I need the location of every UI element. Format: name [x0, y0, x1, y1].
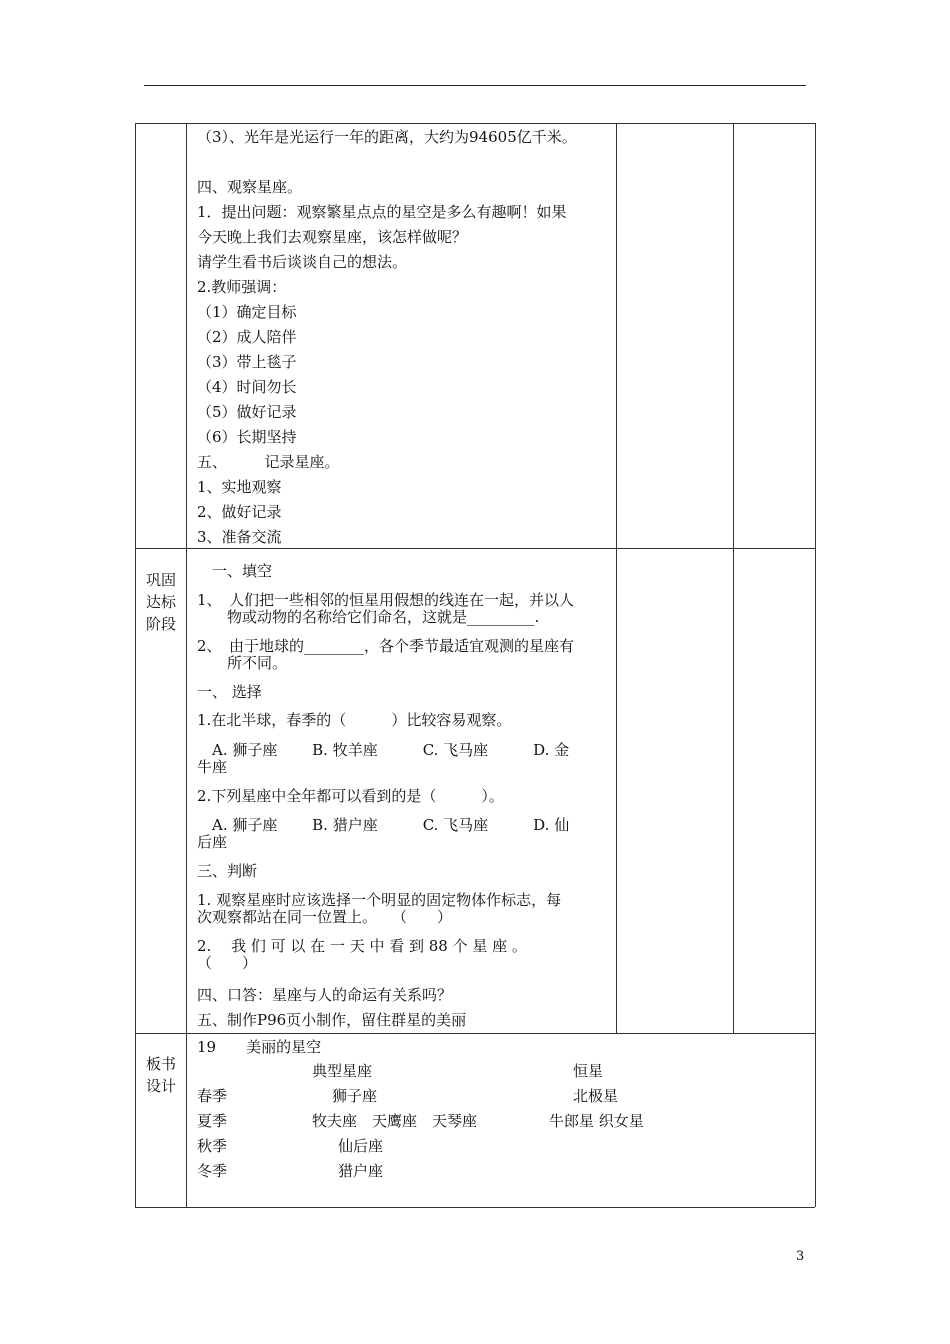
text-line: （6）长期坚持: [197, 428, 297, 446]
label-line: 板书: [146, 1055, 177, 1073]
text-line: （3）、光年是光运行一年的距离，大约为94605亿千米。: [197, 128, 577, 146]
text-line: 三、判断: [197, 862, 258, 880]
board-season: 夏季: [197, 1112, 228, 1130]
table-left-border: [135, 123, 136, 1207]
text-line: 今天晚上我们去观察星座，该怎样做呢？: [197, 228, 468, 246]
section-label-consolidate: [146, 569, 176, 635]
board-constellations: 狮子座: [332, 1087, 378, 1105]
board-header-stars: 恒星: [573, 1062, 604, 1080]
board-constellations: 牧夫座 天鹰座 天琴座: [312, 1112, 478, 1130]
label-column-border: [186, 123, 187, 1207]
table-right-border: [815, 123, 816, 1207]
text-line: 2.教师强调：: [197, 278, 287, 296]
board-header-constellations: 典型星座: [312, 1062, 373, 1080]
text-line: （ ）: [197, 954, 258, 972]
board-stars: 北极星: [573, 1087, 619, 1105]
text-line: 物或动物的名称给它们命名，这就是_________.: [197, 608, 540, 626]
text-line: 1. 观察星座时应该选择一个明显的固定物体作标志，每: [197, 891, 562, 909]
text-line: 四、观察星座。: [197, 178, 303, 196]
text-line: 一、 选择: [197, 683, 262, 701]
text-line: 2.下列星座中全年都可以看到的是（ ）。: [197, 787, 504, 805]
text-line: 四、口答：星座与人的命运有关系吗？: [197, 986, 453, 1004]
board-season: 春季: [197, 1087, 228, 1105]
text-line: 1．提出问题：观察繁星点点的星空是多么有趣啊！如果: [197, 203, 567, 221]
text-line: （4）时间勿长: [197, 378, 297, 396]
section-label-board-design: [146, 1053, 176, 1097]
text-line: 牛座: [197, 758, 228, 776]
text-line: 次观察都站在同一位置上。 （ ）: [197, 908, 453, 926]
label-line: 达标: [146, 593, 177, 611]
header-rule: [144, 85, 806, 86]
page-number: 3: [796, 1249, 805, 1264]
row-divider-2: [135, 1033, 815, 1034]
text-line: 3、准备交流: [197, 528, 282, 546]
text-line: 所不同。: [197, 654, 288, 672]
text-line: （2）成人陪伴: [197, 328, 297, 346]
notes-column-border-2: [733, 123, 734, 1033]
board-season: 秋季: [197, 1137, 228, 1155]
text-line: 2. 我 们 可 以 在 一 天 中 看 到 88 个 星 座 。: [197, 937, 527, 955]
text-line: （5）做好记录: [197, 403, 297, 421]
text-line: 五、 记录星座。: [197, 453, 340, 471]
text-line: 一、填空: [197, 562, 273, 580]
text-line: A. 狮子座 B. 牧羊座 C. 飞马座 D. 金: [197, 741, 570, 759]
board-title: 19 美丽的星空: [197, 1038, 322, 1056]
text-line: （1）确定目标: [197, 303, 297, 321]
text-line: 2、 由于地球的________，各个季节最适宜观测的星座有: [197, 637, 575, 655]
board-constellations: 猎户座: [338, 1162, 384, 1180]
table-top-border: [135, 123, 815, 124]
text-line: 1、 人们把一些相邻的恒星用假想的线连在一起，并以人: [197, 591, 575, 609]
label-line: 设计: [146, 1077, 177, 1095]
table-bottom-border: [135, 1207, 815, 1208]
board-stars: 牛郎星 织女星: [549, 1112, 644, 1130]
text-line: 2、做好记录: [197, 503, 282, 521]
text-line: 五、制作P96页小制作，留住群星的美丽: [197, 1011, 467, 1029]
board-season: 冬季: [197, 1162, 228, 1180]
text-line: 1、实地观察: [197, 478, 282, 496]
label-line: 阶段: [146, 615, 177, 633]
text-line: 1.在北半球，春季的（ ）比较容易观察。: [197, 711, 512, 729]
label-line: 巩固: [146, 571, 177, 589]
text-line: 后座: [197, 833, 228, 851]
text-line: 请学生看书后谈谈自己的想法。: [197, 253, 408, 271]
text-line: A. 狮子座 B. 猎户座 C. 飞马座 D. 仙: [197, 816, 570, 834]
notes-column-border-1: [616, 123, 617, 1033]
board-constellations: 仙后座: [338, 1137, 384, 1155]
row-divider-1: [135, 548, 815, 549]
text-line: （3）带上毯子: [197, 353, 297, 371]
